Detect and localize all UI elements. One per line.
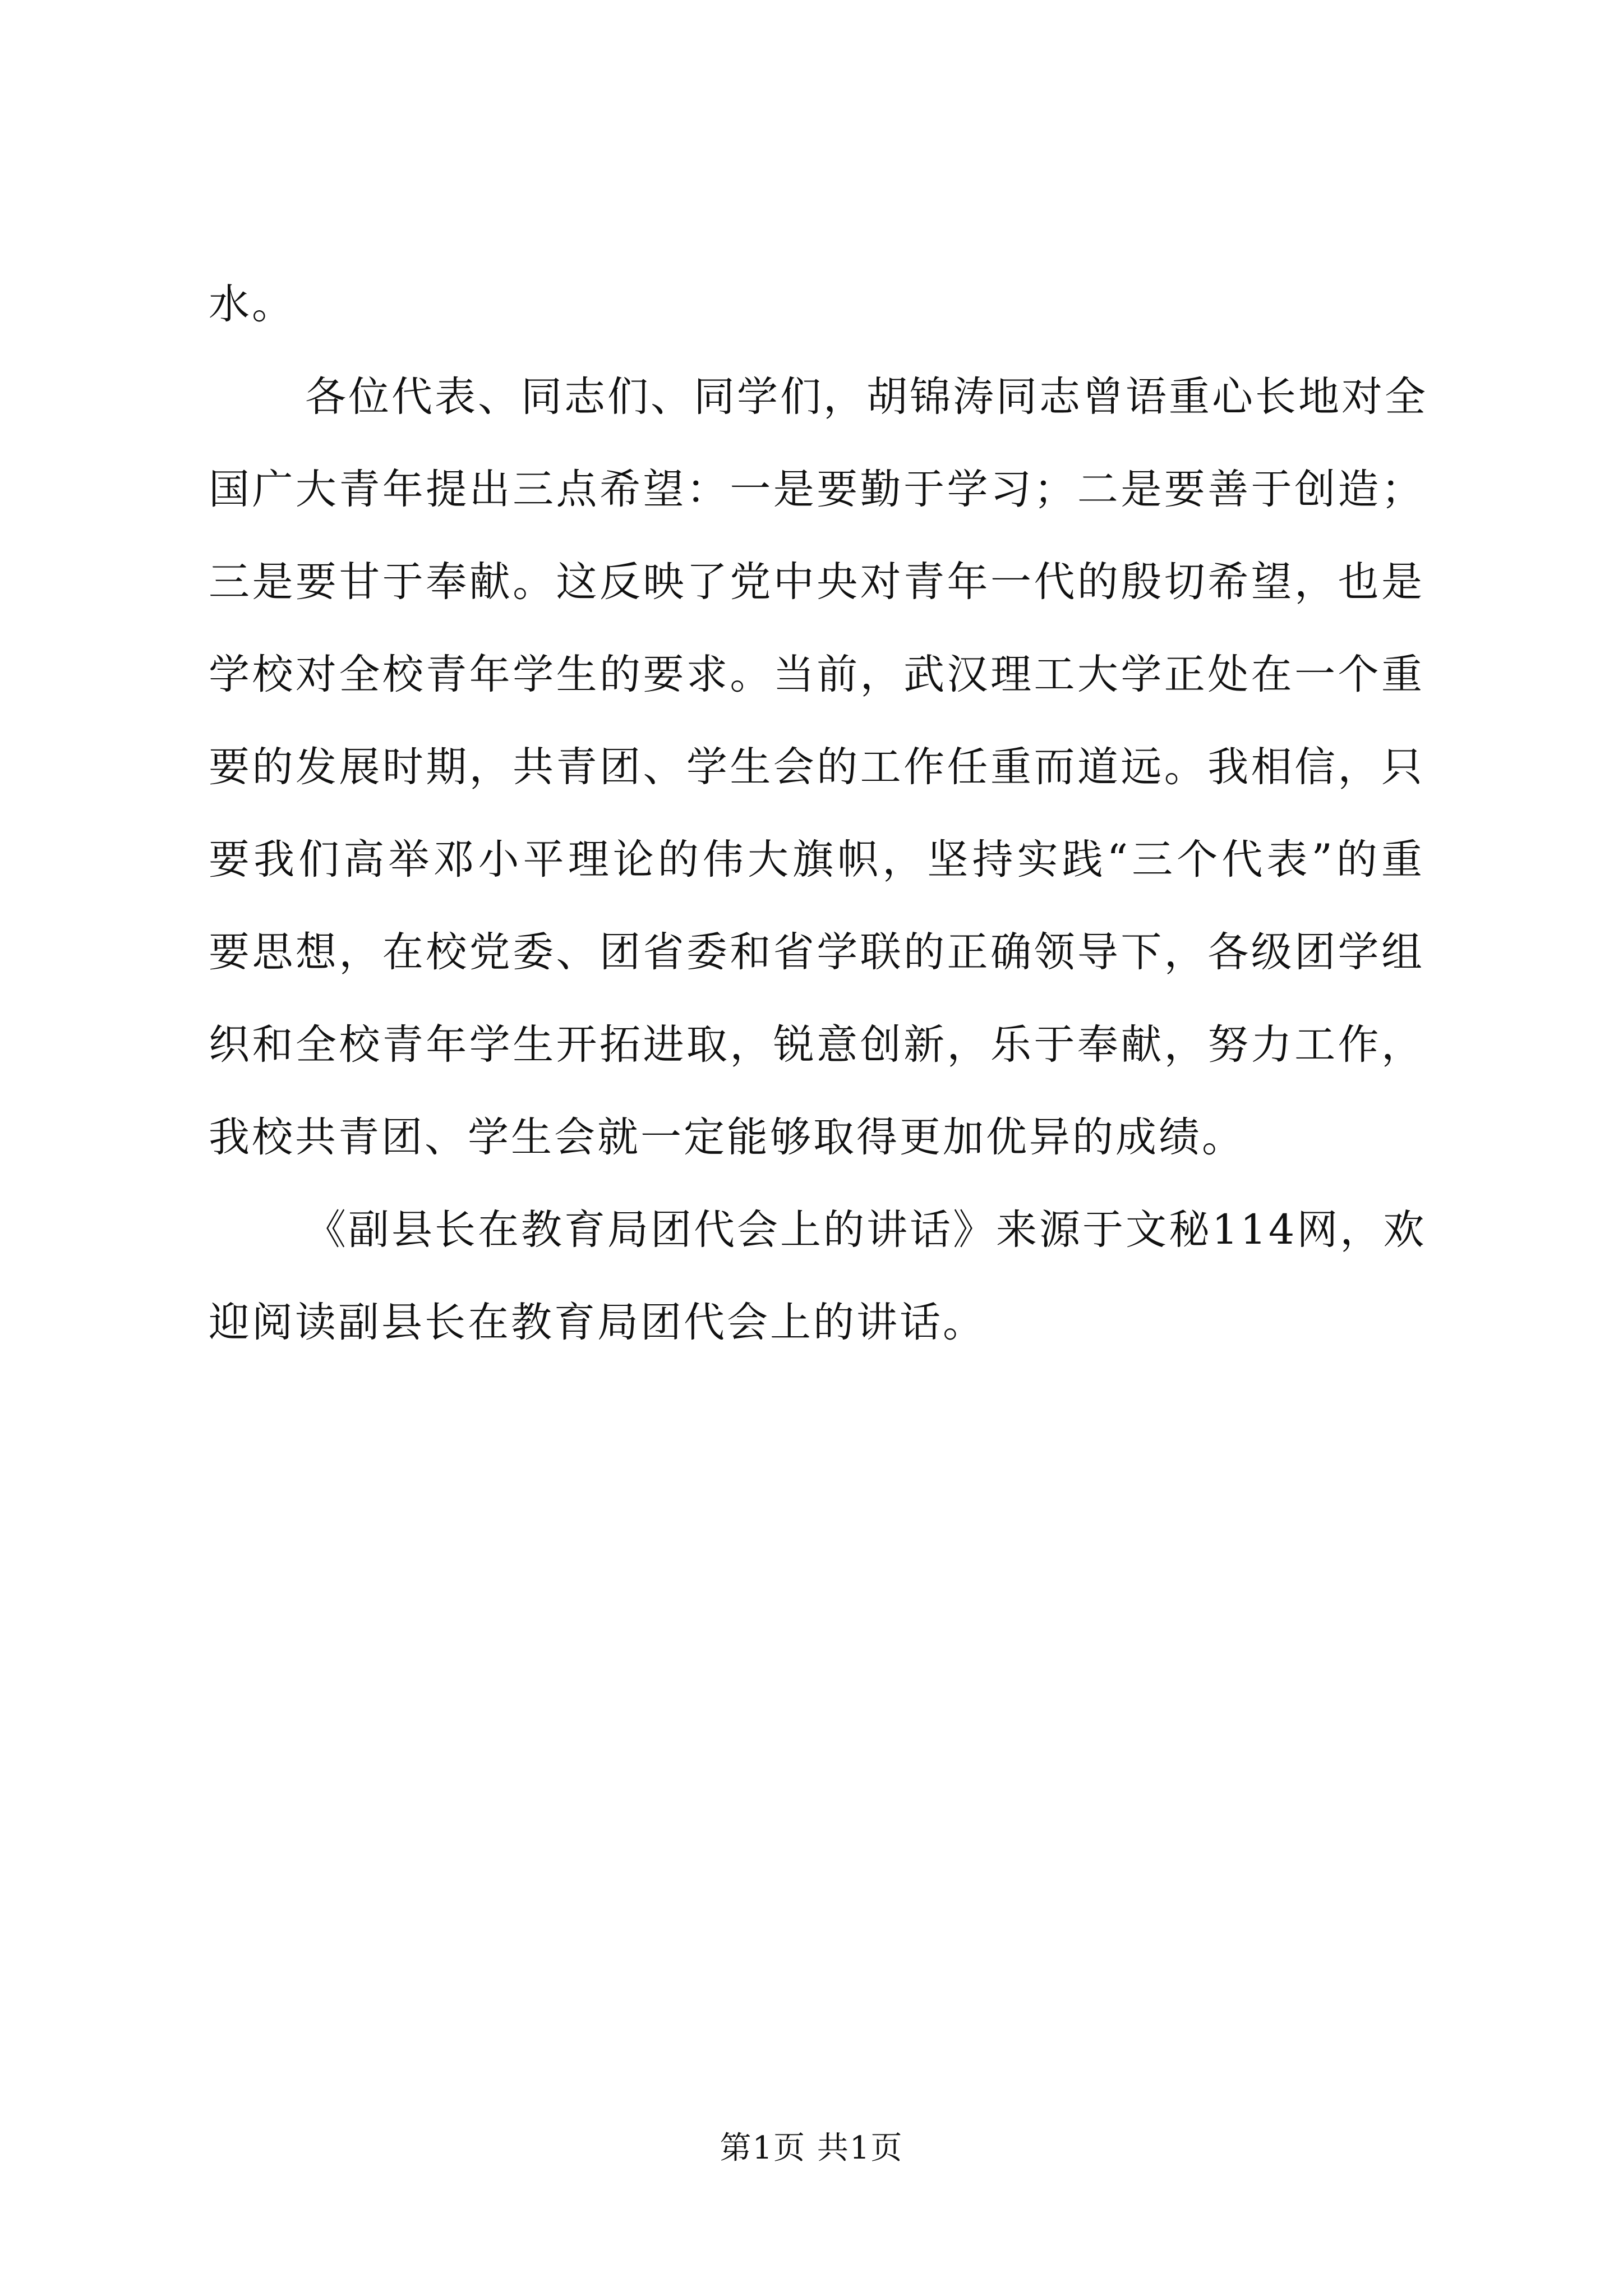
text-line: 国广大青年提出三点希望：一是要勤于学习；二是要善于创造；: [209, 466, 1424, 513]
text-line: 要我们高举邓小平理论的伟大旗帜，坚持实践“三个代表”的重: [209, 836, 1424, 884]
page-footer: [0, 2126, 1623, 2171]
text-line: 我校共青团、学生会就一定能够取得更加优异的成绩。: [209, 1114, 1245, 1161]
text-line: 要的发展时期，共青团、学生会的工作任重而道远。我相信，只: [209, 743, 1424, 791]
paragraph-start-line: 《副县长在教育局团代会上的讲话》来源于文秘114网，欢: [305, 1206, 1427, 1254]
text-line: 水。: [209, 280, 295, 328]
text-line: 织和全校青年学生开拓进取，锐意创新，乐于奉献，努力工作，: [209, 1021, 1424, 1069]
page-number-label: 第1页 共1页: [720, 2130, 903, 2166]
paragraph-start-line: 各位代表、同志们、同学们，胡锦涛同志曾语重心长地对全: [305, 373, 1428, 421]
text-line: 学校对全校青年学生的要求。当前，武汉理工大学正处在一个重: [209, 651, 1424, 698]
text-line: 迎阅读副县长在教育局团代会上的讲话。: [209, 1299, 986, 1346]
text-line: 要思想，在校党委、团省委和省学联的正确领导下，各级团学组: [209, 928, 1424, 976]
document-body: [209, 258, 1428, 1369]
text-line: 三是要甘于奉献。这反映了党中央对青年一代的殷切希望，也是: [209, 558, 1424, 606]
